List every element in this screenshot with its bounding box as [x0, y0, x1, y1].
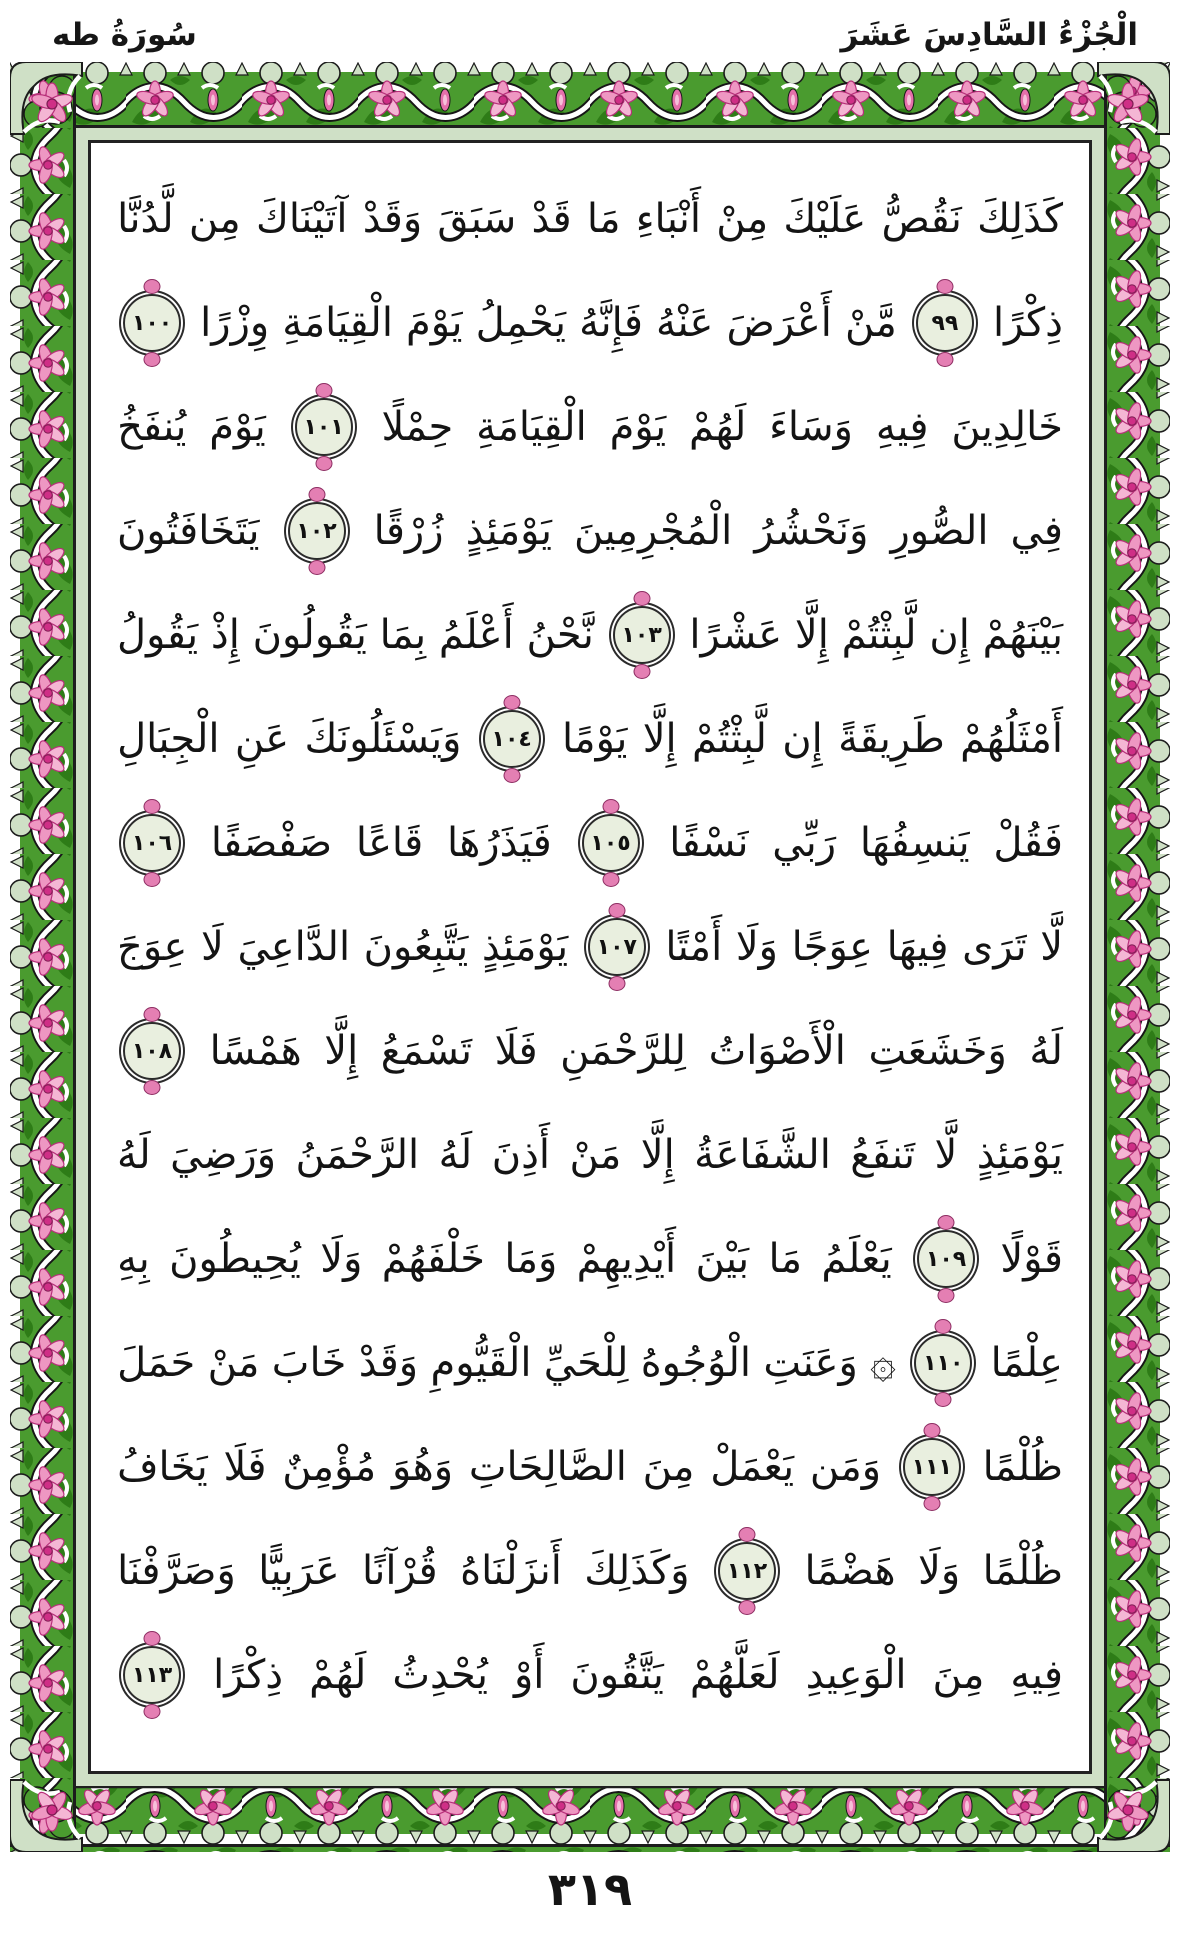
- ayah-word: يَتَخَافَتُونَ: [117, 508, 260, 554]
- ayah-word: إِلَّا: [324, 1028, 359, 1074]
- ayah-word: إِلَّا: [794, 612, 829, 658]
- ayah-word: الْقَيُّومِ: [430, 1340, 532, 1386]
- ayah-word: الصُّورِ: [890, 508, 989, 554]
- ayah-word: لَّا: [1040, 924, 1063, 970]
- ayah-word: لِلرَّحْمَنِ: [560, 1028, 686, 1074]
- ayah-word: أَمْثَلُهُمْ: [960, 716, 1063, 762]
- ayah-word: وَصَرَّفْنَا: [117, 1548, 236, 1594]
- ayah-word: تَسْمَعُ: [380, 1028, 473, 1074]
- ayah-word: آتَيْنَاكَ: [255, 196, 348, 242]
- ornamental-border-frame: [10, 62, 1170, 1852]
- ayah-word: أَعْلَمُ: [438, 612, 514, 658]
- ayah-word: مَّنْ: [844, 300, 897, 346]
- ayah-word: مَنْ: [207, 1340, 260, 1386]
- quran-line: [117, 1623, 1063, 1727]
- ayah-word: إِلَّا: [640, 1132, 675, 1178]
- ayah-word: تَرَى: [962, 924, 1027, 970]
- ayah-word: يَوْمَ: [209, 404, 266, 450]
- ayah-word: أَوْ: [513, 1652, 545, 1698]
- ayah-word: يَوْمَ: [609, 404, 667, 450]
- ayah-word: الْقِيَامَةِ: [476, 404, 587, 450]
- quran-line: [117, 479, 1063, 583]
- ayah-word: حَمَلَ: [117, 1340, 196, 1386]
- ayah-word: أَعْرَضَ: [726, 300, 832, 346]
- ayah-word: وَنَحْشُرُ: [754, 508, 869, 554]
- ayah-word: وَمَن: [809, 1444, 882, 1490]
- ayah-word: يُحْدِثُ: [392, 1652, 488, 1698]
- ayah-word: زُرْقًا: [373, 508, 444, 554]
- ayah-word: وَلَا: [320, 1236, 363, 1282]
- ayah-word: أَنْبَاءِ: [635, 196, 702, 242]
- verse-number-badge: ١٠٠: [123, 294, 181, 352]
- ayah-word: ظُلْمًا: [982, 1444, 1063, 1490]
- verse-number-badge: ١٠٥: [582, 814, 640, 872]
- ayah-word: مَنْ: [569, 1132, 622, 1178]
- quran-line: [117, 1519, 1063, 1623]
- quran-line: [117, 1103, 1063, 1207]
- ayah-word: عِلْمًا: [990, 1340, 1063, 1386]
- ayah-word: لَهُ: [117, 1132, 151, 1178]
- ayah-word: يَتَّقُونَ: [570, 1652, 664, 1698]
- ayah-word: وَسَاءَ: [769, 404, 853, 450]
- ayah-word: لَهُمْ: [309, 1652, 367, 1698]
- ayah-word: يَعْمَلْ: [710, 1444, 795, 1490]
- ayah-word: يُحِيطُونَ: [169, 1236, 301, 1282]
- ayah-word: فِيهِ: [875, 404, 929, 450]
- ayah-word: بِهِ: [117, 1236, 150, 1282]
- ayah-word: قَوْلًا: [1000, 1236, 1063, 1282]
- ayah-word: فَإِنَّهُ: [579, 300, 643, 346]
- ayah-word: إِن: [782, 716, 823, 762]
- ayah-word: وَقَدْ: [358, 1340, 419, 1386]
- ayah-word: ذِكْرًا: [213, 1652, 284, 1698]
- ayah-word: لَهُ: [1029, 1028, 1063, 1074]
- quran-line: [117, 1207, 1063, 1311]
- verse-number-badge: ١١١: [903, 1438, 961, 1496]
- ayah-word: أَمْتًا: [665, 924, 723, 970]
- verse-number-badge: ١١٢: [718, 1542, 776, 1600]
- ayah-word: وَكَذَلِكَ: [584, 1548, 690, 1594]
- ayah-word: مِنَ: [642, 1444, 695, 1490]
- ayah-word: إِلَّا: [642, 716, 677, 762]
- ayah-word: صَفْصَفًا: [210, 820, 333, 866]
- ayah-word: فِيهَا: [886, 924, 949, 970]
- ayah-word: عَنِ: [234, 716, 290, 762]
- ayah-word: الْوُجُوهُ: [640, 1340, 752, 1386]
- ayah-word: لَّدُنَّا: [117, 196, 174, 242]
- ayah-word: لَهُمْ: [689, 404, 747, 450]
- ayah-word: يَخَافُ: [117, 1444, 208, 1490]
- ayah-word: يَتَّبِعُونَ: [363, 924, 469, 970]
- ayah-word: الْمُجْرِمِينَ: [574, 508, 733, 554]
- ayah-word: وَمَا: [504, 1236, 558, 1282]
- ayah-word: وَهُوَ: [391, 1444, 454, 1490]
- ayah-word: إِن: [929, 612, 970, 658]
- ayah-word: وَلَا: [735, 924, 778, 970]
- ayah-word: نَّحْنُ: [526, 612, 594, 658]
- ayah-word: الصَّالِحَاتِ: [468, 1444, 627, 1490]
- ayah-word: مَا: [586, 196, 621, 242]
- ayah-word: فَيَذَرُهَا: [447, 820, 552, 866]
- verse-number-badge: ١٠٢: [288, 502, 346, 560]
- verse-number-badge: ١٠٣: [613, 606, 671, 664]
- quran-line: [117, 895, 1063, 999]
- ayah-word: عَشْرًا: [689, 612, 783, 658]
- ayah-word: وَعَنَتِ: [763, 1340, 858, 1386]
- ayah-word: لِلْحَيِّ: [543, 1340, 629, 1386]
- ayah-word: هَمْسًا: [209, 1028, 302, 1074]
- page-number: ٣١٩: [547, 1862, 633, 1916]
- ayah-word: عِوَجَ: [117, 924, 188, 970]
- ayah-word: يَعْلَمُ: [821, 1236, 892, 1282]
- verse-number-badge: ١١٣: [123, 1646, 181, 1704]
- quran-line: [117, 375, 1063, 479]
- ayah-word: قَاعًا: [355, 820, 424, 866]
- ayah-word: فِيهِ: [1010, 1652, 1063, 1698]
- ayah-word: لَّبِثْتُمْ: [691, 716, 767, 762]
- ayah-word: يَوْمَ: [406, 300, 463, 346]
- ayah-word: ذِكْرًا: [992, 300, 1063, 346]
- ayah-word: وَخَشَعَتِ: [868, 1028, 1007, 1074]
- ayah-word: فَقُلْ: [993, 820, 1063, 866]
- ayah-word: فَلَا: [223, 1444, 267, 1490]
- verse-number-badge: ١٠٦: [123, 814, 181, 872]
- ayah-word: مَا: [768, 1236, 803, 1282]
- quran-line: [117, 583, 1063, 687]
- quran-line: [117, 999, 1063, 1103]
- ayah-word: لَّا: [934, 1132, 958, 1178]
- ayah-word: مِنْ: [716, 196, 769, 242]
- ayah-word: يَقُولُونَ: [252, 612, 367, 658]
- ayah-word: وِزْرًا: [200, 300, 270, 346]
- quran-line: [117, 1415, 1063, 1519]
- ayah-word: عَرَبِيًّا: [258, 1548, 340, 1594]
- ayah-word: يَوْمَئِذٍ: [481, 924, 569, 970]
- ayah-word: قُرْآنًا: [362, 1548, 438, 1594]
- ayah-word: الْجِبَالِ: [117, 716, 220, 762]
- ayah-word: فِي: [1010, 508, 1063, 554]
- ayah-word: عَنْهُ: [656, 300, 714, 346]
- ayah-word: يُنفَخُ: [117, 404, 187, 450]
- ayah-word: يَوْمًا: [561, 716, 628, 762]
- ayah-word: كَذَلِكَ: [977, 196, 1063, 242]
- quran-text-block: [91, 143, 1089, 1771]
- ayah-word: أَيْدِيهِمْ: [576, 1236, 677, 1282]
- surah-title-label: سُورَةُ طه: [52, 17, 197, 53]
- ayah-word: حِمْلًا: [381, 404, 454, 450]
- quran-line: [117, 791, 1063, 895]
- verse-number-badge: ١١٠: [914, 1334, 972, 1392]
- ayah-word: مِنَ: [932, 1652, 985, 1698]
- ayah-word: الْأَصْوَاتُ: [708, 1028, 846, 1074]
- quran-line: [117, 271, 1063, 375]
- quran-line: [117, 1311, 1063, 1415]
- ayah-word: لَعَلَّهُمْ: [689, 1652, 780, 1698]
- ayah-word: سَبَقَ: [437, 196, 517, 242]
- ayah-word: أَذِنَ: [491, 1132, 550, 1178]
- ayah-word: يَنسِفُهَا: [859, 820, 970, 866]
- ayah-word: تَنفَعُ: [850, 1132, 916, 1178]
- inner-margin-band: [74, 126, 1106, 1788]
- ayah-word: هَضْمًا: [804, 1548, 896, 1594]
- ayah-word: يَحْمِلُ: [475, 300, 566, 346]
- ayah-word: وَقَدْ: [362, 196, 423, 242]
- ayah-word: أَنزَلْنَاهُ: [460, 1548, 562, 1594]
- verse-number-badge: ١٠٩: [917, 1230, 975, 1288]
- ayah-word: قَدْ: [531, 196, 572, 242]
- ayah-word: وَرَضِيَ: [170, 1132, 277, 1178]
- ayah-word: لَّبِثْتُمْ: [841, 612, 917, 658]
- ayah-word: الرَّحْمَنُ: [295, 1132, 420, 1178]
- ayah-word: رَبِّي: [772, 820, 837, 866]
- ayah-word: وَيَسْئَلُونَكَ: [304, 716, 462, 762]
- ayah-word: لَا: [201, 924, 224, 970]
- quran-line: [117, 687, 1063, 791]
- verse-number-badge: ١٠٤: [483, 710, 541, 768]
- ayah-word: يَوْمَئِذٍ: [976, 1132, 1063, 1178]
- ayah-word: بَيْنَهُمْ: [982, 612, 1063, 658]
- ayah-word: نَقُصُّ: [881, 196, 962, 242]
- ayah-word: يَوْمَئِذٍ: [465, 508, 552, 554]
- ayah-word: يَقُولُ: [117, 612, 199, 658]
- ayah-word: مِن: [188, 196, 241, 242]
- ayah-word: الْقِيَامَةِ: [282, 300, 393, 346]
- ayah-word: بِمَا: [379, 612, 427, 658]
- verse-number-badge: ١٠١: [295, 398, 353, 456]
- verse-number-badge: ٩٩: [916, 294, 974, 352]
- ayah-word: لَهُ: [438, 1132, 473, 1178]
- ayah-word: عَلَيْكَ: [783, 196, 867, 242]
- ayah-word: الدَّاعِيَ: [237, 924, 351, 970]
- ayah-word: بَيْنَ: [695, 1236, 750, 1282]
- ayah-word: خَالِدِينَ: [951, 404, 1063, 450]
- verse-number-badge: ١٠٨: [123, 1022, 181, 1080]
- text-area: [88, 140, 1092, 1774]
- ayah-word: نَسْفًا: [669, 820, 749, 866]
- ayah-word: فَلَا: [494, 1028, 538, 1074]
- ayah-word: الْوَعِيدِ: [805, 1652, 907, 1698]
- ayah-word: طَرِيقَةً: [838, 716, 945, 762]
- ayah-word: الشَّفَاعَةُ: [694, 1132, 831, 1178]
- ayah-word: خَلْفَهُمْ: [381, 1236, 486, 1282]
- ayah-word: مُؤْمِنٌ: [282, 1444, 377, 1490]
- rub-el-hizb-icon: ۞: [870, 1337, 896, 1388]
- ayah-word: خَابَ: [271, 1340, 347, 1386]
- ayah-word: ظُلْمًا: [982, 1548, 1063, 1594]
- ayah-word: عِوَجًا: [791, 924, 874, 970]
- ayah-word: إِذْ: [210, 612, 240, 658]
- juz-label: الْجُزْءُ السَّادِسَ عَشَرَ: [840, 17, 1138, 53]
- quran-line: [117, 167, 1063, 271]
- ayah-word: وَلَا: [918, 1548, 961, 1594]
- verse-number-badge: ١٠٧: [588, 918, 646, 976]
